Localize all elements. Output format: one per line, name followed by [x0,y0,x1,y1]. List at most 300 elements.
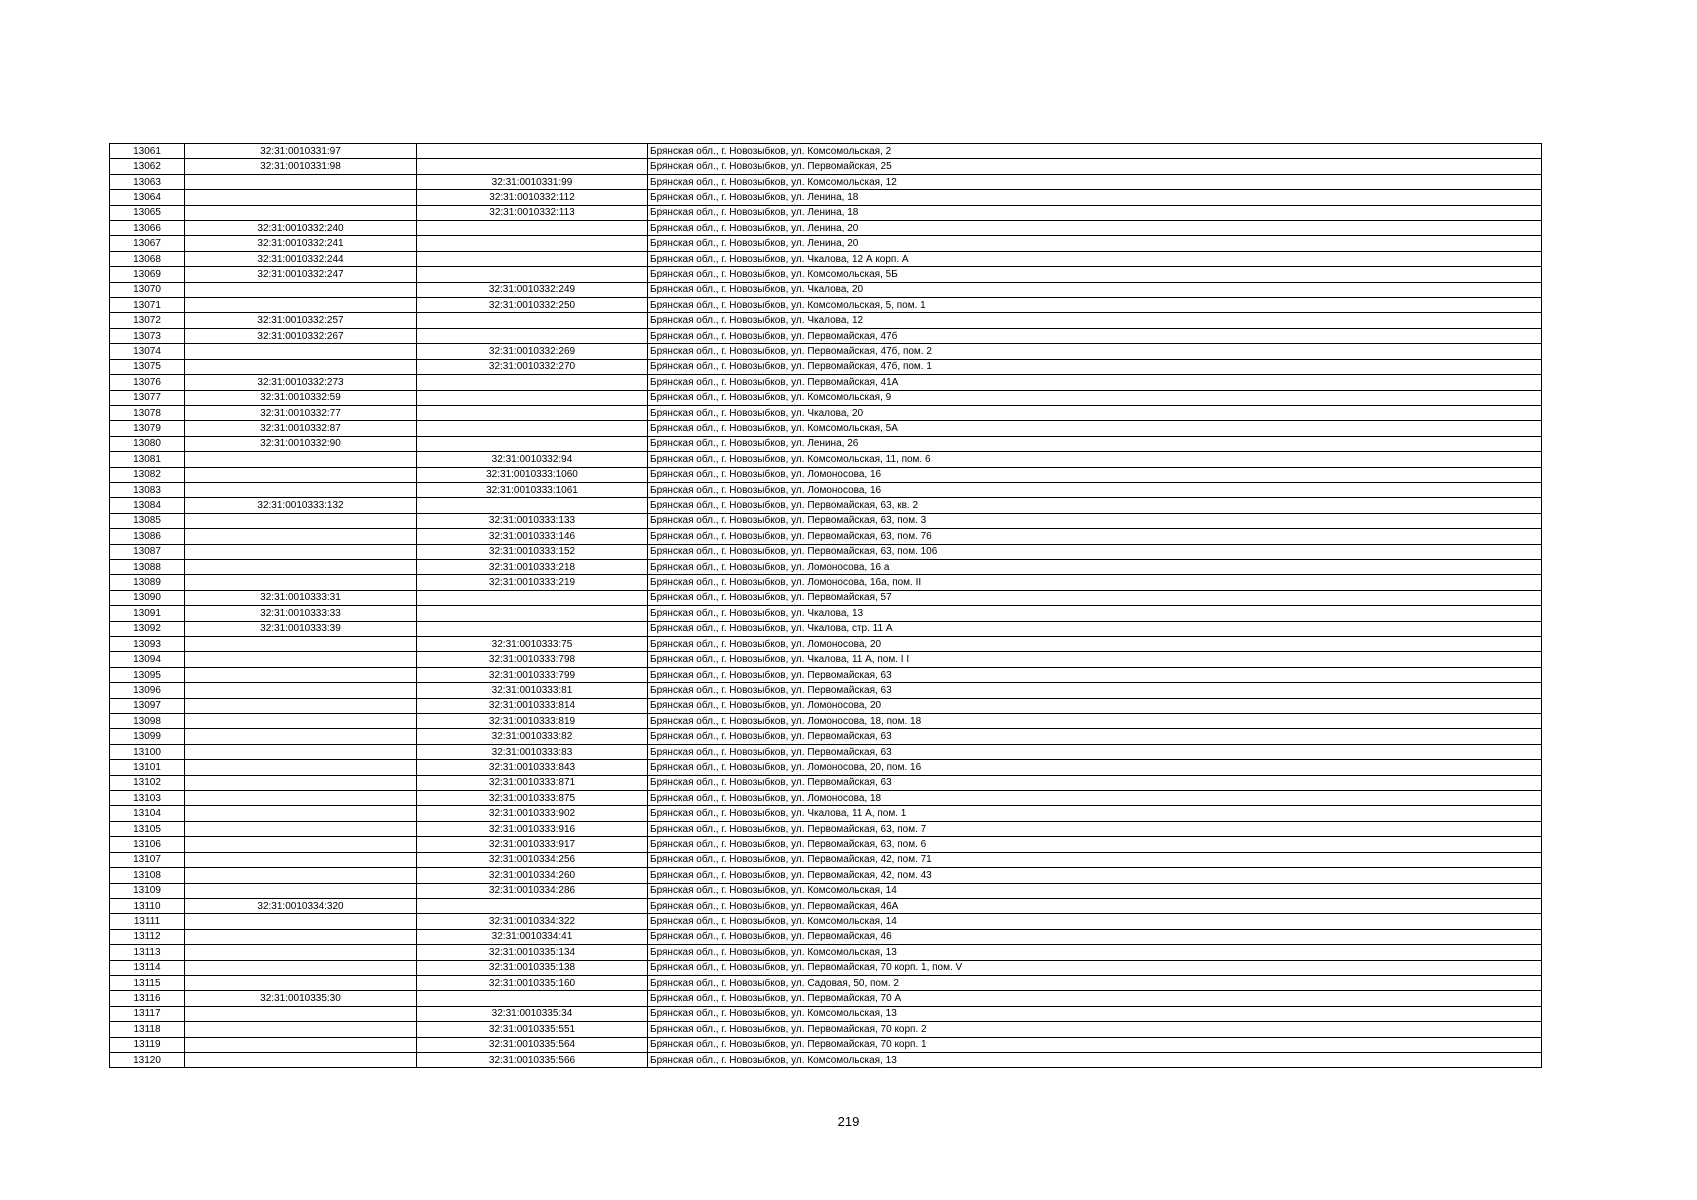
row-number-cell: 13080 [110,436,185,451]
table-row [110,282,1542,297]
address-cell: Брянская обл., г. Новозыбков, ул. Комсомольская, 13 [648,1052,1542,1067]
address-cell: Брянская обл., г. Новозыбков, ул. Ломоносова, 16 [648,482,1542,497]
address-cell: Брянская обл., г. Новозыбков, ул. Ленина, 18 [648,190,1542,205]
table-row [110,498,1542,513]
cadastral-number-cell-b [417,991,648,1006]
cadastral-number-cell-b: 32:31:0010332:270 [417,359,648,374]
row-number-cell: 13097 [110,698,185,713]
cadastral-number-cell-b: 32:31:0010335:134 [417,945,648,960]
cadastral-number-cell-a [185,698,417,713]
row-number-cell: 13081 [110,452,185,467]
row-number-cell: 13103 [110,791,185,806]
cadastral-number-cell-a [185,652,417,667]
address-cell: Брянская обл., г. Новозыбков, ул. Ломоносова, 18 [648,791,1542,806]
cadastral-number-cell-b [417,621,648,636]
cadastral-number-cell-b [417,590,648,605]
table-row [110,298,1542,313]
cadastral-number-cell-b [417,405,648,420]
cadastral-number-cell-b: 32:31:0010333:152 [417,544,648,559]
row-number-cell: 13093 [110,637,185,652]
cadastral-number-cell-a [185,205,417,220]
address-cell: Брянская обл., г. Новозыбков, ул. Первомайская, 25 [648,159,1542,174]
address-cell: Брянская обл., г. Новозыбков, ул. Ленина, 20 [648,236,1542,251]
row-number-cell: 13117 [110,1006,185,1021]
cadastral-number-cell-a [185,190,417,205]
cadastral-number-cell-b [417,498,648,513]
table-row [110,1037,1542,1052]
cadastral-number-cell-b: 32:31:0010333:843 [417,760,648,775]
address-cell: Брянская обл., г. Новозыбков, ул. Первомайская, 47б, пом. 1 [648,359,1542,374]
cadastral-number-cell-b: 32:31:0010332:250 [417,298,648,313]
address-cell: Брянская обл., г. Новозыбков, ул. Комсомольская, 11, пом. 6 [648,452,1542,467]
row-number-cell: 13069 [110,267,185,282]
cadastral-number-cell-a [185,575,417,590]
cadastral-number-cell-a [185,1022,417,1037]
row-number-cell: 13072 [110,313,185,328]
cadastral-number-cell-a: 32:31:0010333:33 [185,606,417,621]
address-cell: Брянская обл., г. Новозыбков, ул. Первомайская, 70 корп. 1, пом. V [648,960,1542,975]
cadastral-number-cell-a [185,1006,417,1021]
address-cell: Брянская обл., г. Новозыбков, ул. Комсомольская, 5А [648,421,1542,436]
cadastral-number-cell-a [185,1037,417,1052]
cadastral-number-cell-a: 32:31:0010335:30 [185,991,417,1006]
cadastral-number-cell-a: 32:31:0010332:87 [185,421,417,436]
address-cell: Брянская обл., г. Новозыбков, ул. Чкалова, 11 А, пом. I I [648,652,1542,667]
table-row [110,221,1542,236]
cadastral-number-cell-a: 32:31:0010334:320 [185,898,417,913]
page-number: 219 [837,1114,860,1129]
address-cell: Брянская обл., г. Новозыбков, ул. Первомайская, 63 [648,683,1542,698]
cadastral-number-cell-a [185,637,417,652]
address-cell: Брянская обл., г. Новозыбков, ул. Ленина, 26 [648,436,1542,451]
cadastral-number-cell-b: 32:31:0010332:113 [417,205,648,220]
cadastral-number-cell-a [185,929,417,944]
address-cell: Брянская обл., г. Новозыбков, ул. Ломоносова, 16а, пом. II [648,575,1542,590]
cadastral-number-cell-a: 32:31:0010332:59 [185,390,417,405]
cadastral-number-cell-b: 32:31:0010335:551 [417,1022,648,1037]
cadastral-number-cell-b: 32:31:0010334:256 [417,852,648,867]
cadastral-number-cell-b: 32:31:0010333:875 [417,791,648,806]
cadastral-number-cell-b: 32:31:0010333:902 [417,806,648,821]
cadastral-number-cell-a: 32:31:0010333:39 [185,621,417,636]
row-number-cell: 13091 [110,606,185,621]
row-number-cell: 13087 [110,544,185,559]
cadastral-number-cell-a [185,975,417,990]
cadastral-number-cell-b [417,313,648,328]
cadastral-number-cell-a [185,667,417,682]
table-row [110,375,1542,390]
table-row [110,837,1542,852]
table-row [110,652,1542,667]
row-number-cell: 13079 [110,421,185,436]
cadastral-number-cell-a [185,529,417,544]
row-number-cell: 13120 [110,1052,185,1067]
table-row [110,590,1542,605]
cadastral-number-cell-a [185,806,417,821]
cadastral-number-cell-b [417,267,648,282]
cadastral-number-cell-b [417,236,648,251]
address-cell: Брянская обл., г. Новозыбков, ул. Ломоносова, 20, пом. 16 [648,760,1542,775]
address-cell: Брянская обл., г. Новозыбков, ул. Первомайская, 63, кв. 2 [648,498,1542,513]
table-row [110,482,1542,497]
row-number-cell: 13066 [110,221,185,236]
row-number-cell: 13114 [110,960,185,975]
cadastral-number-cell-b: 32:31:0010333:1061 [417,482,648,497]
cadastral-number-cell-a: 32:31:0010333:31 [185,590,417,605]
row-number-cell: 13100 [110,744,185,759]
cadastral-number-cell-b: 32:31:0010335:160 [417,975,648,990]
row-number-cell: 13085 [110,513,185,528]
address-cell: Брянская обл., г. Новозыбков, ул. Первомайская, 42, пом. 43 [648,868,1542,883]
address-cell: Брянская обл., г. Новозыбков, ул. Первомайская, 41А [648,375,1542,390]
address-cell: Брянская обл., г. Новозыбков, ул. Комсомольская, 14 [648,914,1542,929]
cadastral-number-cell-b: 32:31:0010332:94 [417,452,648,467]
address-cell: Брянская обл., г. Новозыбков, ул. Первомайская, 47б, пом. 2 [648,344,1542,359]
row-number-cell: 13077 [110,390,185,405]
address-cell: Брянская обл., г. Новозыбков, ул. Первомайская, 70 корп. 2 [648,1022,1542,1037]
cadastral-number-cell-b: 32:31:0010334:260 [417,868,648,883]
cadastral-number-cell-a [185,359,417,374]
address-cell: Брянская обл., г. Новозыбков, ул. Ленина, 20 [648,221,1542,236]
cadastral-number-cell-b: 32:31:0010333:219 [417,575,648,590]
address-cell: Брянская обл., г. Новозыбков, ул. Первомайская, 63, пом. 7 [648,821,1542,836]
table-row [110,960,1542,975]
row-number-cell: 13119 [110,1037,185,1052]
table-row [110,328,1542,343]
cadastral-number-cell-b: 32:31:0010333:917 [417,837,648,852]
row-number-cell: 13073 [110,328,185,343]
row-number-cell: 13068 [110,251,185,266]
row-number-cell: 13063 [110,174,185,189]
table-row [110,174,1542,189]
cadastral-number-cell-a: 32:31:0010332:257 [185,313,417,328]
cadastral-number-cell-b: 32:31:0010332:249 [417,282,648,297]
row-number-cell: 13098 [110,714,185,729]
table-row [110,436,1542,451]
cadastral-number-cell-b [417,375,648,390]
cadastral-number-cell-a [185,1052,417,1067]
cadastral-number-cell-b: 32:31:0010333:798 [417,652,648,667]
table-row [110,1052,1542,1067]
cadastral-number-cell-b: 32:31:0010333:814 [417,698,648,713]
table-row [110,621,1542,636]
table-row [110,452,1542,467]
table-row [110,683,1542,698]
address-cell: Брянская обл., г. Новозыбков, ул. Первомайская, 63, пом. 106 [648,544,1542,559]
address-cell: Брянская обл., г. Новозыбков, ул. Ленина, 18 [648,205,1542,220]
address-cell: Брянская обл., г. Новозыбков, ул. Комсомольская, 14 [648,883,1542,898]
cadastral-number-cell-b: 32:31:0010335:564 [417,1037,648,1052]
cadastral-number-cell-b: 32:31:0010333:799 [417,667,648,682]
table-row [110,313,1542,328]
table-row [110,883,1542,898]
row-number-cell: 13089 [110,575,185,590]
cadastral-number-cell-b: 32:31:0010333:75 [417,637,648,652]
cadastral-number-cell-b: 32:31:0010333:146 [417,529,648,544]
table-row [110,791,1542,806]
cadastral-number-cell-b: 32:31:0010334:322 [417,914,648,929]
cadastral-number-cell-b [417,221,648,236]
cadastral-number-cell-a [185,883,417,898]
table-row [110,760,1542,775]
row-number-cell: 13106 [110,837,185,852]
row-number-cell: 13064 [110,190,185,205]
row-number-cell: 13075 [110,359,185,374]
cadastral-number-cell-a: 32:31:0010332:90 [185,436,417,451]
cadastral-number-cell-a [185,344,417,359]
address-cell: Брянская обл., г. Новозыбков, ул. Чкалова, 13 [648,606,1542,621]
cadastral-number-cell-a: 32:31:0010332:240 [185,221,417,236]
table-row [110,637,1542,652]
cadastral-number-cell-b: 32:31:0010333:82 [417,729,648,744]
address-cell: Брянская обл., г. Новозыбков, ул. Первомайская, 47б [648,328,1542,343]
address-cell: Брянская обл., г. Новозыбков, ул. Первомайская, 63 [648,744,1542,759]
cadastral-number-cell-b: 32:31:0010333:871 [417,775,648,790]
row-number-cell: 13086 [110,529,185,544]
row-number-cell: 13083 [110,482,185,497]
table-row [110,898,1542,913]
row-number-cell: 13065 [110,205,185,220]
cadastral-number-cell-b: 32:31:0010333:133 [417,513,648,528]
address-cell: Брянская обл., г. Новозыбков, ул. Ломоносова, 20 [648,698,1542,713]
cadastral-number-cell-a [185,452,417,467]
cadastral-number-cell-a [185,282,417,297]
table-row [110,421,1542,436]
row-number-cell: 13105 [110,821,185,836]
table-row [110,144,1542,159]
row-number-cell: 13088 [110,559,185,574]
address-cell: Брянская обл., г. Новозыбков, ул. Комсомольская, 13 [648,1006,1542,1021]
cadastral-number-cell-a [185,945,417,960]
address-cell: Брянская обл., г. Новозыбков, ул. Чкалова, 11 А, пом. 1 [648,806,1542,821]
address-cell: Брянская обл., г. Новозыбков, ул. Первомайская, 57 [648,590,1542,605]
row-number-cell: 13078 [110,405,185,420]
cadastral-number-cell-b: 32:31:0010333:81 [417,683,648,698]
address-cell: Брянская обл., г. Новозыбков, ул. Чкалова, 12 А корп. А [648,251,1542,266]
cadastral-number-cell-a [185,791,417,806]
row-number-cell: 13074 [110,344,185,359]
cadastral-number-cell-b: 32:31:0010332:269 [417,344,648,359]
row-number-cell: 13102 [110,775,185,790]
table-row [110,405,1542,420]
cadastral-number-cell-b [417,421,648,436]
table-row [110,559,1542,574]
address-cell: Брянская обл., г. Новозыбков, ул. Ломоносова, 20 [648,637,1542,652]
table-row [110,267,1542,282]
address-cell: Брянская обл., г. Новозыбков, ул. Ломоносова, 18, пом. 18 [648,714,1542,729]
cadastral-number-cell-b [417,898,648,913]
table-row [110,852,1542,867]
row-number-cell: 13107 [110,852,185,867]
cadastral-number-cell-b: 32:31:0010335:34 [417,1006,648,1021]
cadastral-number-cell-a: 32:31:0010332:77 [185,405,417,420]
address-cell: Брянская обл., г. Новозыбков, ул. Комсомольская, 13 [648,945,1542,960]
row-number-cell: 13109 [110,883,185,898]
row-number-cell: 13062 [110,159,185,174]
address-cell: Брянская обл., г. Новозыбков, ул. Комсомольская, 9 [648,390,1542,405]
cadastral-number-cell-a [185,852,417,867]
row-number-cell: 13092 [110,621,185,636]
cadastral-number-cell-a [185,513,417,528]
cadastral-number-cell-a [185,775,417,790]
row-number-cell: 13104 [110,806,185,821]
address-cell: Брянская обл., г. Новозыбков, ул. Первомайская, 63 [648,667,1542,682]
table-row [110,344,1542,359]
address-cell: Брянская обл., г. Новозыбков, ул. Комсомольская, 2 [648,144,1542,159]
table-row [110,359,1542,374]
cadastral-number-cell-a [185,559,417,574]
table-row [110,729,1542,744]
cadastral-number-cell-a [185,467,417,482]
address-cell: Брянская обл., г. Новозыбков, ул. Чкалова, 12 [648,313,1542,328]
row-number-cell: 13095 [110,667,185,682]
address-cell: Брянская обл., г. Новозыбков, ул. Чкалова, 20 [648,282,1542,297]
row-number-cell: 13096 [110,683,185,698]
cadastral-number-cell-b: 32:31:0010335:138 [417,960,648,975]
row-number-cell: 13061 [110,144,185,159]
cadastral-number-cell-b: 32:31:0010335:566 [417,1052,648,1067]
table-row [110,575,1542,590]
cadastral-number-cell-a: 32:31:0010332:273 [185,375,417,390]
cadastral-number-cell-a [185,714,417,729]
cadastral-number-cell-a [185,960,417,975]
address-cell: Брянская обл., г. Новозыбков, ул. Ломоносова, 16 а [648,559,1542,574]
cadastral-number-cell-b [417,606,648,621]
table-row [110,467,1542,482]
cadastral-number-cell-a: 32:31:0010331:98 [185,159,417,174]
cadastral-number-cell-b: 32:31:0010333:218 [417,559,648,574]
cadastral-number-cell-a [185,744,417,759]
cadastral-number-cell-b [417,159,648,174]
address-cell: Брянская обл., г. Новозыбков, ул. Садовая, 50, пом. 2 [648,975,1542,990]
table-row [110,205,1542,220]
cadastral-number-cell-a: 32:31:0010331:97 [185,144,417,159]
table-row [110,529,1542,544]
row-number-cell: 13090 [110,590,185,605]
table-row [110,714,1542,729]
cadastral-number-cell-a: 32:31:0010332:247 [185,267,417,282]
row-number-cell: 13099 [110,729,185,744]
cadastral-number-cell-a [185,683,417,698]
table-row [110,945,1542,960]
address-cell: Брянская обл., г. Новозыбков, ул. Чкалова, стр. 11 А [648,621,1542,636]
cadastral-number-cell-b [417,436,648,451]
row-number-cell: 13110 [110,898,185,913]
table-row [110,914,1542,929]
address-cell: Брянская обл., г. Новозыбков, ул. Первомайская, 63 [648,775,1542,790]
row-number-cell: 13116 [110,991,185,1006]
table-row [110,1006,1542,1021]
table-row [110,390,1542,405]
cadastral-number-cell-a: 32:31:0010333:132 [185,498,417,513]
address-cell: Брянская обл., г. Новозыбков, ул. Первомайская, 70 корп. 1 [648,1037,1542,1052]
row-number-cell: 13113 [110,945,185,960]
row-number-cell: 13067 [110,236,185,251]
table-row [110,667,1542,682]
cadastral-number-cell-b [417,328,648,343]
table-row [110,929,1542,944]
cadastral-number-cell-b: 32:31:0010334:41 [417,929,648,944]
row-number-cell: 13070 [110,282,185,297]
row-number-cell: 13118 [110,1022,185,1037]
cadastral-number-cell-b [417,390,648,405]
table-row [110,775,1542,790]
address-cell: Брянская обл., г. Новозыбков, ул. Чкалова, 20 [648,405,1542,420]
cadastral-number-cell-a [185,868,417,883]
cadastral-number-cell-b: 32:31:0010331:99 [417,174,648,189]
cadastral-number-cell-b: 32:31:0010333:83 [417,744,648,759]
table-row [110,159,1542,174]
table-row [110,821,1542,836]
registry-body [110,144,1542,1068]
row-number-cell: 13108 [110,868,185,883]
row-number-cell: 13115 [110,975,185,990]
cadastral-number-cell-b: 32:31:0010333:819 [417,714,648,729]
table-row [110,251,1542,266]
cadastral-number-cell-a: 32:31:0010332:241 [185,236,417,251]
row-number-cell: 13071 [110,298,185,313]
address-cell: Брянская обл., г. Новозыбков, ул. Комсомольская, 5, пом. 1 [648,298,1542,313]
cadastral-number-cell-a [185,760,417,775]
cadastral-number-cell-a: 32:31:0010332:267 [185,328,417,343]
table-row [110,606,1542,621]
row-number-cell: 13082 [110,467,185,482]
address-cell: Брянская обл., г. Новозыбков, ул. Первомайская, 70 А [648,991,1542,1006]
cadastral-number-cell-a [185,821,417,836]
address-cell: Брянская обл., г. Новозыбков, ул. Первомайская, 63, пом. 76 [648,529,1542,544]
cadastral-number-cell-b [417,144,648,159]
cadastral-number-cell-b: 32:31:0010332:112 [417,190,648,205]
cadastral-number-cell-a [185,837,417,852]
table-row [110,806,1542,821]
address-cell: Брянская обл., г. Новозыбков, ул. Первомайская, 42, пом. 71 [648,852,1542,867]
table-row [110,190,1542,205]
row-number-cell: 13112 [110,929,185,944]
cadastral-number-cell-b: 32:31:0010334:286 [417,883,648,898]
table-row [110,868,1542,883]
address-cell: Брянская обл., г. Новозыбков, ул. Ломоносова, 16 [648,467,1542,482]
row-number-cell: 13094 [110,652,185,667]
cadastral-number-cell-a [185,544,417,559]
cadastral-number-cell-a [185,298,417,313]
table-row [110,513,1542,528]
table-row [110,991,1542,1006]
table-row [110,975,1542,990]
address-cell: Брянская обл., г. Новозыбков, ул. Первомайская, 46 [648,929,1542,944]
row-number-cell: 13076 [110,375,185,390]
table-row [110,744,1542,759]
table-row [110,236,1542,251]
address-cell: Брянская обл., г. Новозыбков, ул. Первомайская, 63, пом. 6 [648,837,1542,852]
table-row [110,1022,1542,1037]
address-cell: Брянская обл., г. Новозыбков, ул. Первомайская, 46А [648,898,1542,913]
row-number-cell: 13084 [110,498,185,513]
cadastral-number-cell-a [185,729,417,744]
address-cell: Брянская обл., г. Новозыбков, ул. Первомайская, 63 [648,729,1542,744]
cadastral-number-cell-a [185,914,417,929]
cadastral-number-cell-a [185,174,417,189]
cadastral-number-cell-a [185,482,417,497]
cadastral-number-cell-b: 32:31:0010333:916 [417,821,648,836]
cadastral-number-cell-b: 32:31:0010333:1060 [417,467,648,482]
table-row [110,544,1542,559]
address-cell: Брянская обл., г. Новозыбков, ул. Комсомольская, 5Б [648,267,1542,282]
table-row [110,698,1542,713]
row-number-cell: 13101 [110,760,185,775]
cadastral-number-cell-a: 32:31:0010332:244 [185,251,417,266]
registry-table [109,143,1542,1068]
cadastral-number-cell-b [417,251,648,266]
